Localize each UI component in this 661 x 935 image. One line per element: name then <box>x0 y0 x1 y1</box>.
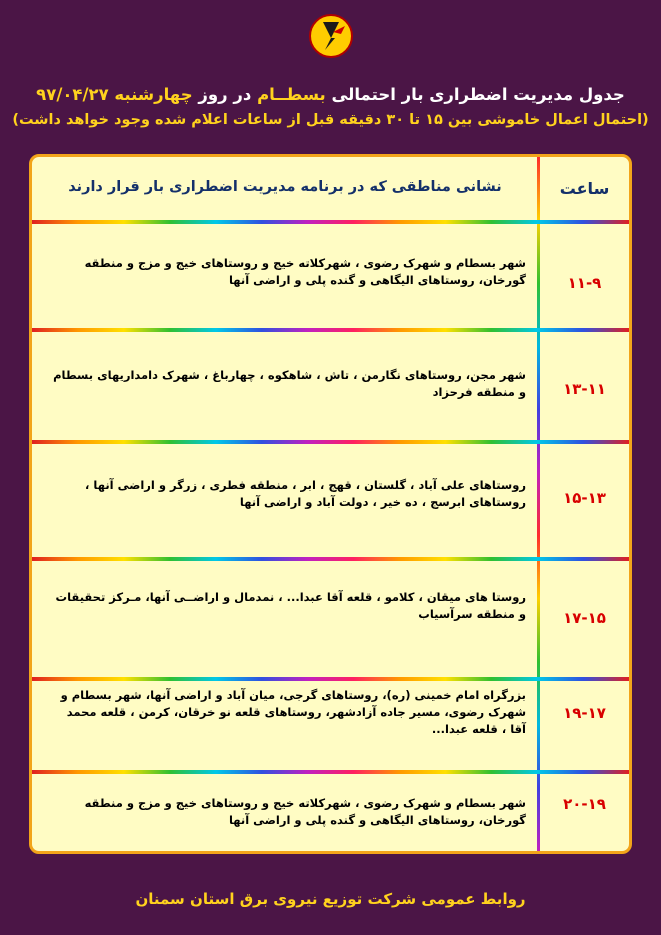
page-title <box>0 84 661 106</box>
row-3-time: ۱۵-۱۳ <box>563 489 606 507</box>
row-divider <box>32 677 629 681</box>
row-4-areas: روستا های میقان ، کلامو ، قلعه آقا عبدا... ، نمدمال و اراضــی آنها، مـرکز تحقیقات و منطقه سرآسیاب <box>55 590 526 621</box>
row-divider <box>32 440 629 444</box>
row-1-areas: شهر بسطام و شهرک رضوی ، شهرکلاته خیج و روستاهای خیج و مزج و منطقه گورخان، روستاهای الیگاهی و گنده پلی و اراضی آنها <box>84 256 526 287</box>
row-4-time: ۱۷-۱۵ <box>563 609 606 627</box>
row-2-time: ۱۳-۱۱ <box>563 380 606 398</box>
footer-text: روابط عمومی شرکت توزیع نیروی برق استان سمنان <box>135 890 526 908</box>
lightning-bolt-icon <box>311 16 351 56</box>
title-prefix: جدول مدیریت اضطراری بار احتمالی <box>331 85 625 104</box>
schedule-table <box>29 154 632 854</box>
title-middle: در روز <box>198 85 252 104</box>
title-city: بسطــام <box>257 85 326 104</box>
header-areas: نشانی مناطقی که در برنامه مدیریت اضطراری بار قرار دارند <box>68 179 502 195</box>
row-6-areas: شهر بسطام و شهرک رضوی ، شهرکلاته خیج و روستاهای خیج و مزج و منطقه گورخان، روستاهای الیگاهی و گنده پلی و اراضی آنها <box>84 796 526 827</box>
row-3-areas: روستاهای علی آباد ، گلستان ، قهج ، ابر ، منطقه فطری ، زرگر و اراضی آنها ، روستاهای ابرسج ، ده خیر ، دولت آباد و اراضی آنها <box>85 478 526 509</box>
row-1-time: ۱۱-۹ <box>567 274 602 292</box>
row-divider <box>32 328 629 332</box>
row-divider <box>32 557 629 561</box>
header-time: ساعت <box>559 179 610 198</box>
page-subtitle: (احتمال اعمال خاموشی بین ۱۵ تا ۳۰ دقیقه قبل از ساعات اعلام شده وجود خواهد داشت) <box>12 112 649 128</box>
row-divider <box>32 220 629 224</box>
title-day-date: چهارشنبه ۹۷/۰۴/۲۷ <box>36 85 193 104</box>
row-5-time: ۱۹-۱۷ <box>563 704 606 722</box>
row-6-time: ۲۰-۱۹ <box>563 795 606 813</box>
row-2-areas: شهر مجن، روستاهای نگارمن ، تاش ، شاهکوه ، چهارباغ ، شهرک دامداریهای بسطام و منطقه فرحزاد <box>53 368 526 399</box>
row-divider <box>32 770 629 774</box>
company-logo <box>309 14 353 58</box>
row-5-areas: بزرگراه امام خمینی (ره)، روستاهای گرجی، میان آباد و اراضی آنها، شهر بسطام و شهرک رضوی، مسیر جاده آزادشهر، روستاهای قلعه نو خرقان، کرمن ، قلعه محمد آقا ، قلعه عبدا... <box>60 688 526 736</box>
